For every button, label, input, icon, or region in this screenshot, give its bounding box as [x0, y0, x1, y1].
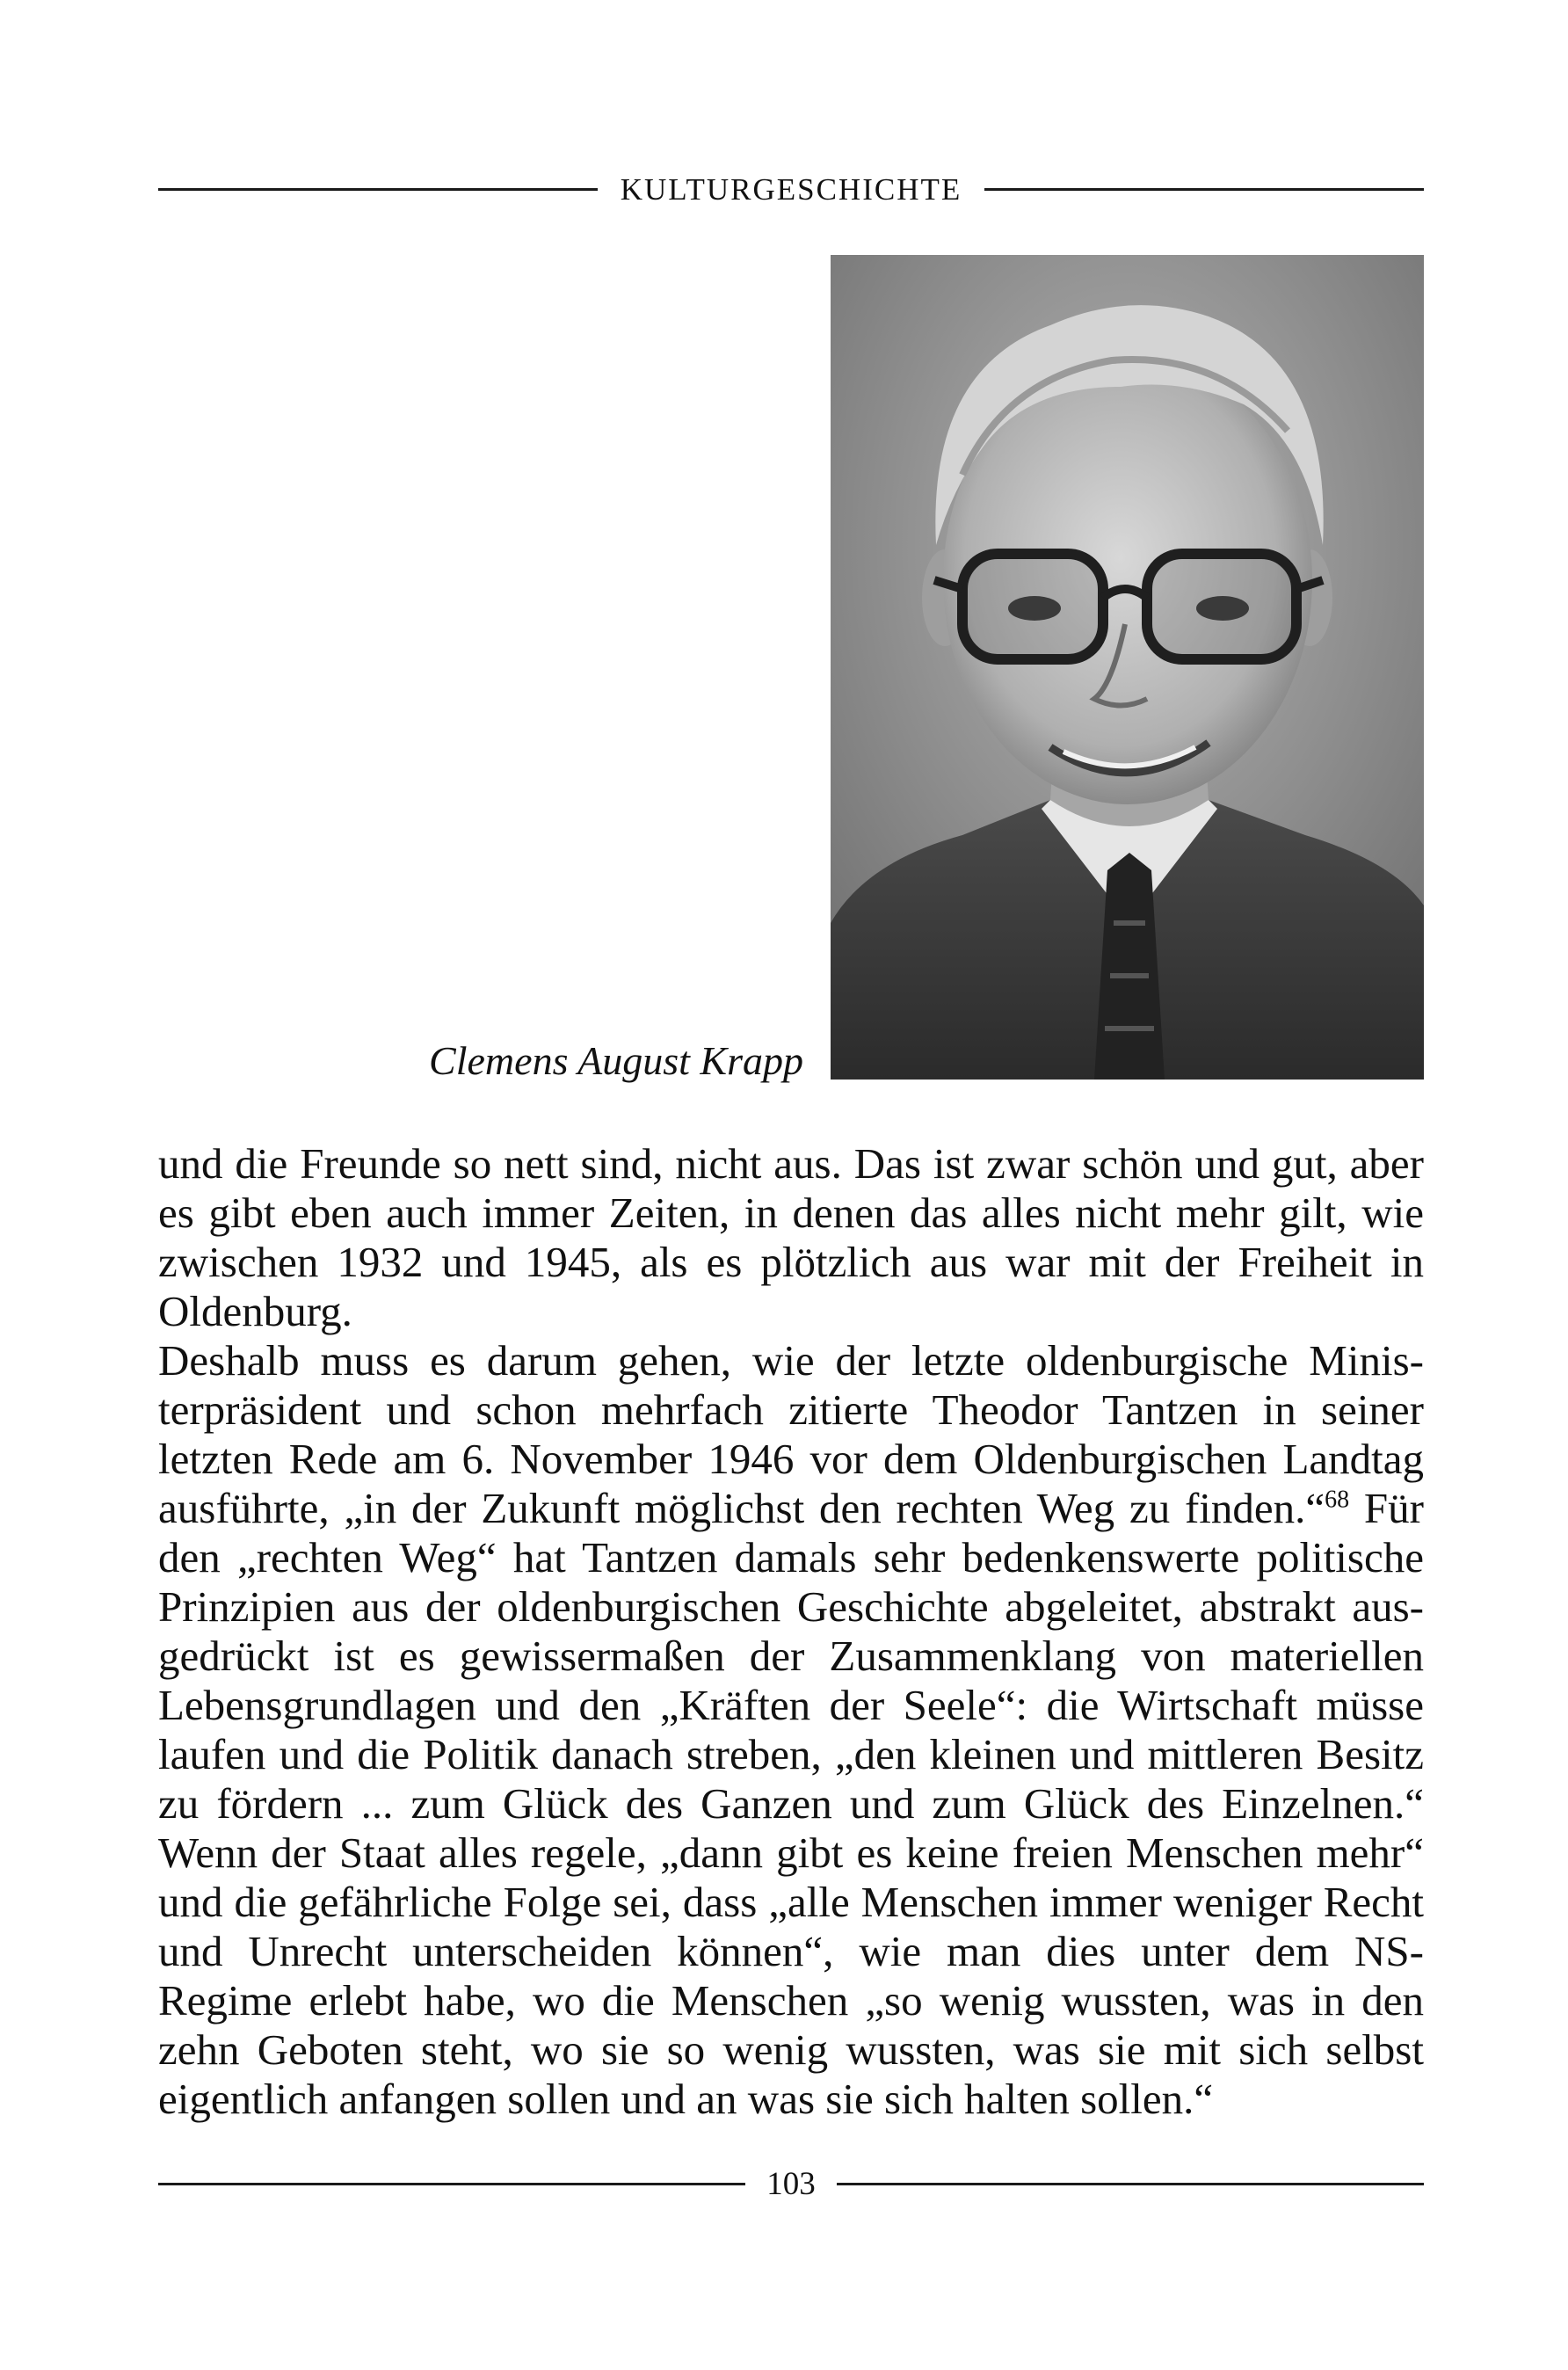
footer-rule-left — [158, 2183, 745, 2185]
header-rule-right — [984, 188, 1424, 191]
portrait-photo — [831, 255, 1424, 1080]
footnote-reference: 68 — [1325, 1486, 1350, 1514]
body-text — [158, 1139, 1424, 2124]
running-head — [158, 174, 1424, 205]
paragraph-text: Deshalb muss es darum gehen, wie der letzte oldenburgische Ministerpräsident und schon mehrfach zitierte Theodor Tantzen in seiner letzten Rede am 6. November 1946 vor dem Oldenburgischen Landtag ausführte, „in der Zukunft möglichst den rechten Weg zu finden.“ — [158, 1336, 1424, 1532]
paragraph-text: Für den „rechten Weg“ hat Tantzen damals sehr bedenkenswerte politische Prinzipien aus der oldenburgischen Geschichte abgeleitet, abstrakt ausgedrückt ist es gewissermaßen der Zusammenklang von materiellen Lebensgrundlagen und den „Kräften der Seele“: die Wirtschaft müsse laufen und die Politik danach streben, „den kleinen und mittleren Besitz zu fördern ... zum Glück des Ganzen und zum Glück des Einzelnen.“ Wenn der Staat alles regele, „dann gibt es keine freien Menschen mehr“ und die gefährliche Folge sei, dass „alle Menschen immer weniger Recht und Unrecht unterscheiden können“, wie man dies unter dem NS-Regime erlebt habe, wo die Menschen „so wenig wussten, was in den zehn Geboten steht, wo sie so wenig wussten, was sie mit sich selbst eigentlich anfangen sollen und an was sie sich halten sollen.“ — [158, 1484, 1425, 2123]
page-number: 103 — [766, 2166, 816, 2202]
figure-caption: Clemens August Krapp — [429, 1038, 803, 1083]
running-title: KULTURGESCHICHTE — [620, 172, 962, 207]
footer-rule-right — [837, 2183, 1424, 2185]
header-rule-left — [158, 188, 598, 191]
portrait-illustration — [831, 255, 1424, 1080]
paragraph: und die Freunde so nett sind, nicht aus. Das ist zwar schön und gut, aber es gibt eben auch immer Zeiten, in denen das alles nicht mehr gilt, wie zwischen 1932 und 1945, als es plötzlich aus war mit der Freiheit in Oldenburg. — [158, 1139, 1424, 1335]
paragraph — [158, 1336, 1424, 2124]
page-footer — [158, 2168, 1424, 2200]
